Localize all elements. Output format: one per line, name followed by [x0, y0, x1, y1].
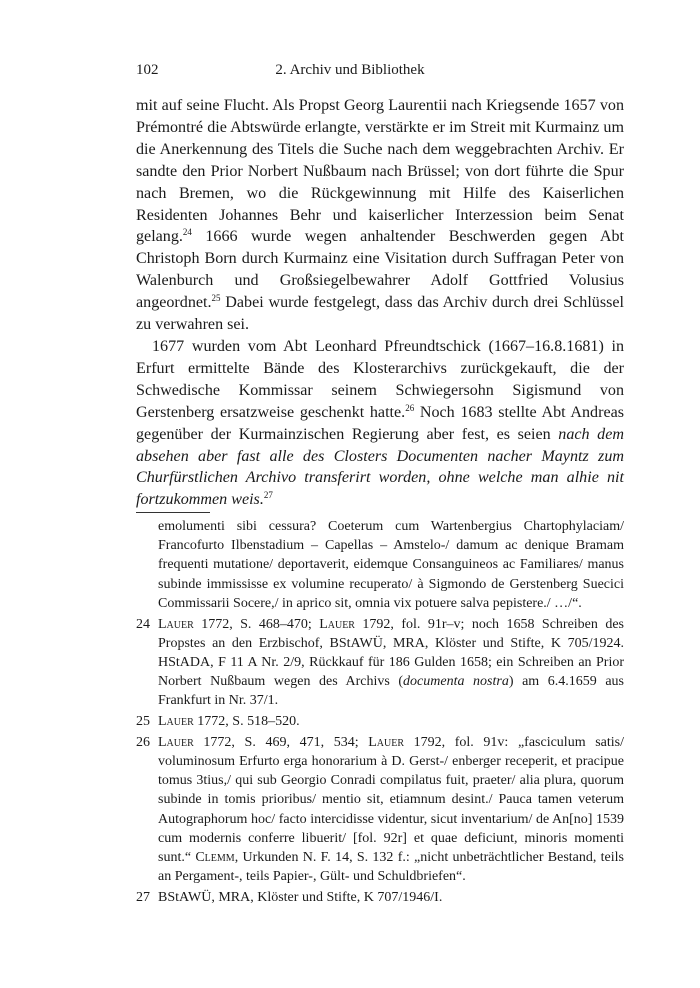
author-name: Lauer [158, 616, 194, 632]
author-name: Clemm [195, 849, 235, 865]
text-run: Dabei wurde festgelegt, dass das Archiv durch drei Schlüssel zu verwahren sei. [136, 294, 624, 334]
running-head: 2. Archiv und Bibliothek [275, 62, 425, 78]
italic-term: documenta nostra [403, 674, 509, 690]
footnote-text: BStAWÜ, MRA, Klöster und Stifte, K 707/1946/I. [158, 889, 443, 905]
text-run: 1772, S. 468–470; [193, 616, 320, 632]
footnote-24 [136, 615, 624, 711]
author-name: Lauer [158, 734, 194, 750]
footnote-27 [136, 888, 624, 907]
quoted-text: nach dem absehen aber fast alle des Closters Documenten nacher Mayntz zum Churfürstlichen Archivo transferirt worden, ohne welche man alhie nit fortzukommen weis. [136, 425, 624, 509]
footnote-text [158, 712, 624, 731]
page-header [136, 62, 564, 82]
footnote-continuation: emolumenti sibi cessura? Coeterum cum Wartenbergius Chartophylaciam/ Francofurto Ilbenstadium – Capellas – Amstelo-/ damum ac denique Bramam frequenti mutatione/ deportaverit, eidemque Consanguineos ac Familiares/ manus subinde immississe ex volumine recuperato/ à Sigmondo de Gerstenberg Suecici Commissarii Socere,/ in aprico sit, omnia vix potuere salva pepistere./ …/“. [158, 519, 624, 611]
footnote-number: 26 [136, 734, 150, 750]
text-run: 1772, S. 469, 471, 534; [193, 734, 369, 750]
text-run: 1792, fol. 91v: „fasciculum satis/ voluminosum Erfurto erga honorarium à D. Gerst-/ enberger receperit, et pracipue tomus 3tius,/ qui sub Georgio Conradi compilatus fuit, praeter/ alia plura, quorum subinde in tomis prioribus/ mentio sit, etiamnum desint./ Pauca tamen veterum Autographorum hoc/ facto intercidisse videntur, sicut inventarium/ de An[no] 1539 cum modernis conferre libuerit/ [fol. 92r] et quae deficiunt, minoris momenti sunt.“ [158, 734, 624, 865]
footnote-ref[interactable]: 24 [182, 227, 192, 238]
text-run: 1666 wurde wegen anhaltender Beschwerden gegen Abt Christoph Born durch Kurmainz eine Visitation durch Suffragan Peter von Walenburch und Großsiegelbewahrer Adolf Gottfried Volusius angeordnet. [136, 228, 624, 312]
footnotes [136, 517, 624, 909]
main-text [136, 95, 624, 511]
footnote-number: 25 [136, 714, 150, 730]
footnote-separator [136, 512, 210, 513]
text-run: mit auf seine Flucht. Als Propst Georg Laurentii nach Kriegsende 1657 von Prémontré die Abtswürde erlangte, verstärkte er im Streit mit Kurmainz um die Anerkennung des Titels die Suche nach dem weggebrachten Archiv. Er sandte den Prior Norbert Nußbaum nach Brüssel; von dort führte die Spur nach Bremen, wo die Rückgewinnung mit Hilfe des Kaiserlichen Residenten Johannes Behr und kaiserlicher Interzession beim Senat gelang. [136, 97, 624, 246]
text-run: , Urkunden N. F. 14, S. 132 f.: „nicht unbeträchtlicher Bestand, teils an Pergament-, teils Papier-, Gült- und Schuldbriefen“. [158, 849, 624, 885]
footnote-ref[interactable]: 26 [405, 402, 415, 413]
text-run: 1772, S. 518–520. [193, 714, 300, 730]
footnote-ref[interactable]: 27 [263, 490, 273, 501]
footnote-text [158, 733, 624, 887]
footnote-26 [136, 733, 624, 887]
author-name: Lauer [158, 714, 194, 730]
paragraph [136, 336, 624, 511]
text-run: Noch 1683 stellte Abt Andreas gegenüber der Kurmainzischen Regierung aber fest, es seien [136, 403, 624, 443]
text-run: 1677 wurden vom Abt Leonhard Pfreundtschick (1667–16.8.1681) in Erfurt ermittelte Bände des Klosterarchivs zurückgekauft, die der Schwedische Kommissar seinem Schwiegersohn Sigismund von Gerstenberg ersatzweise geschenkt hatte. [136, 337, 624, 421]
text-run: 1792, fol. 91r–v; noch 1658 Schreiben des Propstes an den Erzbischof, BStAWÜ, MRA, Klöster und Stifte, K 705/1924. HStADA, F 11 A Nr. 2/9, Rückkauf für 186 Gulden 1658; ein Schreiben an Prior Norbert Nußbaum wegen des Archivs ( [158, 616, 624, 690]
page-number: 102 [136, 62, 159, 78]
author-name: Lauer [368, 734, 404, 750]
footnote-ref[interactable]: 25 [211, 293, 221, 304]
footnote-text [158, 615, 624, 711]
footnote-number: 24 [136, 616, 150, 632]
paragraph [136, 95, 624, 336]
footnote-25 [136, 712, 624, 731]
author-name: Lauer [319, 616, 355, 632]
footnote-number: 27 [136, 889, 150, 905]
text-run: ) am 6.4.1659 aus Frankfurt in Nr. 37/1. [158, 674, 624, 709]
